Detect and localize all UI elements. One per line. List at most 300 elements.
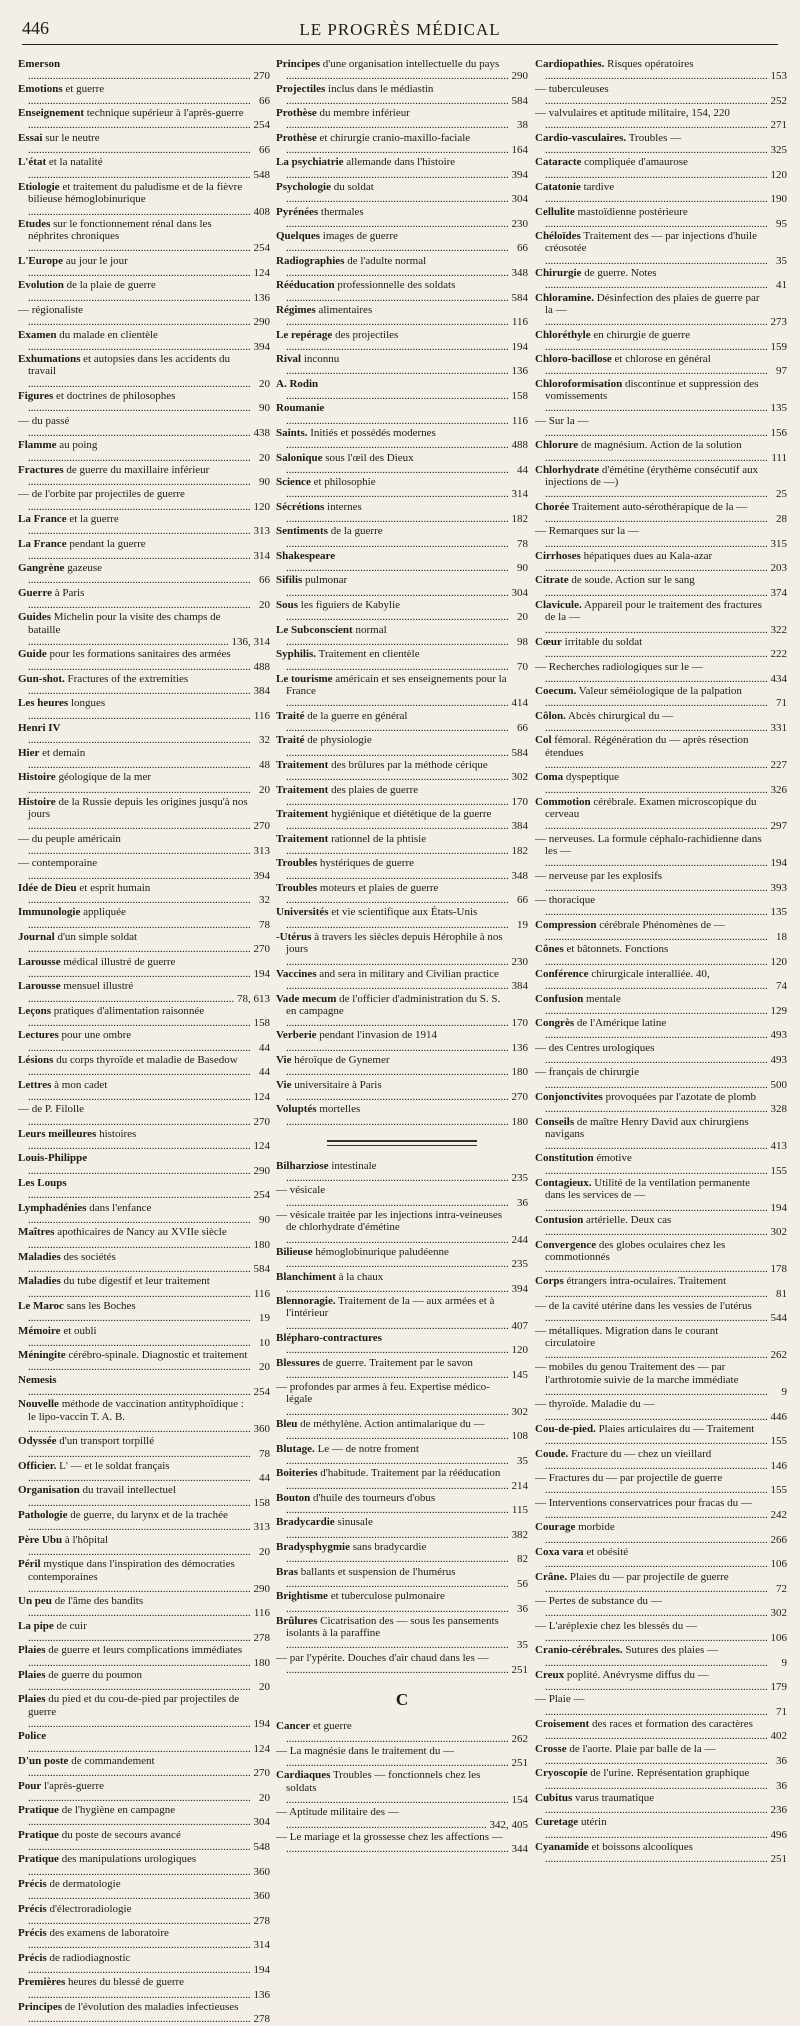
entry-text bbox=[535, 525, 768, 550]
index-entry bbox=[18, 1202, 270, 1227]
entry-text bbox=[535, 1644, 768, 1669]
entry-keyword: Gangrène bbox=[18, 562, 65, 575]
entry-subject: des plaies de guerre bbox=[328, 783, 419, 796]
entry-keyword: La pipe bbox=[18, 1619, 54, 1632]
entry-keyword: Blutage. bbox=[276, 1442, 315, 1455]
entry-page-number: 41 bbox=[776, 279, 787, 292]
index-entry bbox=[276, 255, 528, 280]
index-entry bbox=[535, 353, 787, 378]
entry-keyword: Chorée bbox=[535, 500, 570, 513]
entry-page-number: 408 bbox=[253, 205, 270, 218]
entry-keyword: Larousse bbox=[18, 955, 61, 968]
entry-text bbox=[276, 1054, 509, 1079]
entry-text bbox=[276, 1332, 509, 1357]
entry-keyword: Cônes bbox=[535, 943, 564, 956]
entry-text bbox=[276, 648, 509, 673]
entry-keyword: Etiologie bbox=[18, 180, 60, 193]
entry-keyword: Cou-de-pied. bbox=[535, 1422, 596, 1435]
entry-page-number: 384 bbox=[253, 685, 270, 698]
entry-page-number: 262 bbox=[511, 1732, 528, 1745]
entry-text bbox=[276, 550, 509, 575]
entry-subject: de maître Henry David aux chirurgiens navigans bbox=[545, 1115, 749, 1140]
entry-page-number: 302 bbox=[770, 1226, 787, 1239]
entry-subject: — mobiles du genou Traitement des — par l'arthrotomie suivie de la marche immédiate bbox=[535, 1361, 739, 1386]
entry-keyword: Traité bbox=[276, 734, 305, 747]
index-entry bbox=[276, 906, 528, 931]
entry-page-number: 315 bbox=[770, 537, 787, 550]
entry-text bbox=[18, 1509, 251, 1534]
index-entry bbox=[276, 1246, 528, 1271]
entry-text bbox=[18, 882, 251, 907]
entry-keyword: Guide bbox=[18, 648, 47, 661]
entry-page-number: 120 bbox=[770, 168, 787, 181]
entry-page-number: 266 bbox=[770, 1533, 787, 1546]
entry-text bbox=[535, 1669, 768, 1694]
index-entry bbox=[535, 329, 787, 354]
entry-subject: Traitement en clientèle bbox=[316, 648, 420, 661]
index-entry bbox=[535, 439, 787, 464]
entry-text bbox=[276, 353, 509, 378]
entry-page-number: 203 bbox=[770, 562, 787, 575]
entry-text bbox=[276, 132, 509, 157]
entry-text bbox=[18, 58, 251, 83]
index-entry bbox=[276, 1418, 528, 1443]
index-entry bbox=[276, 501, 528, 526]
index-entry bbox=[535, 943, 787, 968]
entry-subject: cérébro-spinale. Diagnostic et traitement bbox=[65, 1349, 248, 1362]
entry-page-number: 290 bbox=[253, 1582, 270, 1595]
index-entry bbox=[535, 1398, 787, 1423]
entry-page-number: 230 bbox=[511, 217, 528, 230]
entry-keyword: Principes bbox=[18, 2000, 62, 2013]
entry-subject: de la plaie de guerre bbox=[63, 279, 156, 292]
entry-page-number: 106 bbox=[770, 1558, 787, 1571]
entry-page-number: 190 bbox=[770, 193, 787, 206]
index-block-c bbox=[276, 1720, 528, 1855]
index-entry bbox=[18, 1300, 270, 1325]
entry-keyword: Hier bbox=[18, 746, 40, 759]
entry-keyword: Mémoire bbox=[18, 1324, 61, 1337]
entry-keyword: La France bbox=[18, 512, 67, 525]
entry-subject: les figuiers de Kabylie bbox=[298, 599, 401, 612]
entry-subject: de physiologie bbox=[304, 734, 372, 747]
entry-text bbox=[535, 1693, 768, 1718]
entry-page-number: 158 bbox=[253, 1496, 270, 1509]
entry-subject: à mon cadet bbox=[51, 1078, 108, 1091]
entry-text bbox=[18, 1534, 251, 1559]
index-entry bbox=[18, 906, 270, 931]
entry-page-number: 66 bbox=[259, 574, 270, 587]
entry-subject: américain et ses enseignements pour la France bbox=[286, 672, 507, 698]
entry-page-number: 20 bbox=[259, 1791, 270, 1804]
entry-subject: — L'aréplexie chez les blessés du — bbox=[535, 1619, 698, 1632]
entry-page-number: 244 bbox=[511, 1233, 528, 1246]
entry-page-number: 313 bbox=[253, 845, 270, 857]
entry-keyword: Crâne. bbox=[535, 1570, 568, 1583]
entry-keyword: Plaies bbox=[18, 1693, 46, 1706]
entry-text bbox=[276, 1590, 509, 1615]
index-entry bbox=[18, 587, 270, 612]
entry-text bbox=[535, 771, 768, 796]
entry-subject: pulmonar bbox=[302, 574, 348, 587]
index-entry bbox=[535, 574, 787, 599]
entry-keyword: Henri IV bbox=[18, 722, 61, 735]
entry-page-number: 159 bbox=[770, 340, 787, 353]
index-entry bbox=[276, 857, 528, 882]
entry-keyword: Premières bbox=[18, 1976, 66, 1989]
index-entry bbox=[18, 1029, 270, 1054]
entry-subject: du soldat bbox=[331, 180, 374, 193]
index-entry bbox=[276, 1720, 528, 1745]
entry-subject: et boissons alcooliques bbox=[588, 1841, 693, 1854]
entry-page-number: 270 bbox=[253, 70, 270, 83]
entry-page-number: 38 bbox=[517, 119, 528, 132]
entry-text bbox=[276, 230, 509, 255]
index-entry bbox=[535, 1042, 787, 1067]
entry-page-number: 251 bbox=[511, 1757, 528, 1770]
entry-text bbox=[18, 1903, 251, 1928]
entry-text bbox=[276, 304, 509, 329]
index-entry bbox=[18, 1558, 270, 1595]
index-entry bbox=[276, 132, 528, 157]
entry-subject: rationnel de la phtisie bbox=[328, 832, 427, 845]
entry-page-number: 270 bbox=[253, 1767, 270, 1780]
entry-page-number: 278 bbox=[253, 1632, 270, 1644]
index-entry bbox=[18, 390, 270, 415]
entry-page-number: 236 bbox=[770, 1804, 787, 1817]
entry-keyword: Traitement bbox=[276, 783, 329, 796]
entry-page-number: 9 bbox=[781, 1656, 787, 1669]
entry-text bbox=[535, 919, 768, 944]
entry-page-number: 182 bbox=[511, 512, 528, 525]
entry-text bbox=[535, 833, 768, 870]
entry-page-number: 180 bbox=[253, 1238, 270, 1251]
entry-page-number: 304 bbox=[511, 586, 528, 599]
entry-page-number: 360 bbox=[253, 1865, 270, 1878]
entry-text bbox=[535, 1595, 768, 1620]
entry-keyword: Projectiles bbox=[276, 82, 326, 95]
entry-subject: pour une ombre bbox=[58, 1029, 132, 1042]
entry-keyword: Rival bbox=[276, 353, 302, 366]
index-entry bbox=[535, 1841, 787, 1866]
index-entry bbox=[18, 304, 270, 329]
entry-subject: sinusale bbox=[334, 1516, 373, 1529]
index-entry bbox=[276, 833, 528, 858]
index-entry bbox=[276, 931, 528, 968]
index-column-1 bbox=[18, 58, 270, 2026]
index-entry bbox=[276, 1831, 528, 1856]
entry-subject: de méthylène. Action antimalarique du — bbox=[297, 1418, 485, 1431]
entry-text bbox=[535, 1116, 768, 1153]
entry-page-number: 393 bbox=[770, 881, 787, 894]
entry-page-number: 342, 405 bbox=[489, 1818, 528, 1831]
entry-text bbox=[535, 132, 768, 157]
entry-subject: — des Centres urologiques bbox=[535, 1041, 655, 1054]
entry-keyword: Sifilis bbox=[276, 574, 303, 587]
section-letter: C bbox=[395, 1690, 409, 1710]
index-entry bbox=[18, 673, 270, 698]
entry-subject: du malade en clientèle bbox=[56, 328, 158, 341]
entry-text bbox=[535, 1718, 768, 1743]
index-entry bbox=[276, 427, 528, 452]
entry-keyword: Bradycardie bbox=[276, 1516, 335, 1529]
entry-text bbox=[276, 1246, 509, 1271]
entry-page-number: 326 bbox=[770, 783, 787, 796]
index-entry bbox=[18, 255, 270, 280]
index-entry bbox=[276, 734, 528, 759]
index-entry bbox=[18, 1976, 270, 2001]
entry-text bbox=[276, 931, 509, 968]
index-entry bbox=[535, 107, 787, 132]
entry-text bbox=[276, 181, 509, 206]
entry-page-number: 331 bbox=[770, 722, 787, 735]
index-entry bbox=[535, 1497, 787, 1522]
index-entry bbox=[276, 1054, 528, 1079]
entry-text bbox=[276, 1029, 509, 1054]
entry-keyword: Convergence bbox=[535, 1238, 597, 1251]
index-entry bbox=[276, 1443, 528, 1468]
entry-text bbox=[18, 1829, 251, 1854]
entry-page-number: 384 bbox=[511, 980, 528, 993]
entry-text bbox=[276, 784, 509, 809]
entry-text bbox=[276, 906, 509, 931]
index-entry bbox=[535, 599, 787, 636]
entry-text bbox=[18, 1103, 251, 1128]
entry-text bbox=[276, 1516, 509, 1541]
entry-subject: provoquées par l'azotate de plomb bbox=[602, 1090, 757, 1103]
entry-text bbox=[18, 1976, 251, 2001]
entry-page-number: 252 bbox=[770, 94, 787, 107]
entry-text bbox=[276, 1541, 509, 1566]
index-entry bbox=[276, 1541, 528, 1566]
entry-text bbox=[18, 255, 251, 280]
entry-subject: d'un transport torpillé bbox=[56, 1435, 155, 1448]
entry-text bbox=[535, 993, 768, 1018]
entry-subject: internes bbox=[324, 500, 362, 513]
entry-text bbox=[18, 1398, 251, 1435]
entry-text bbox=[18, 956, 251, 981]
entry-subject: tardive bbox=[580, 180, 615, 193]
entry-keyword: Emotions bbox=[18, 82, 63, 95]
index-entry bbox=[276, 710, 528, 735]
entry-subject: Appareil pour le traitement des fractures de la — bbox=[545, 599, 762, 624]
entry-keyword: Cœur bbox=[535, 635, 562, 648]
entry-keyword: Exhumations bbox=[18, 353, 81, 366]
entry-page-number: 35 bbox=[517, 1639, 528, 1652]
index-entry bbox=[535, 1017, 787, 1042]
index-entry bbox=[535, 1816, 787, 1841]
index-entry bbox=[276, 1467, 528, 1492]
entry-page-number: 35 bbox=[517, 1454, 528, 1467]
entry-keyword: La France bbox=[18, 537, 67, 550]
entry-subject: et la guerre bbox=[66, 512, 119, 525]
entry-page-number: 78, 613 bbox=[237, 992, 270, 1005]
entry-subject: au jour le jour bbox=[63, 254, 128, 267]
entry-subject: compliquée d'amaurose bbox=[581, 156, 688, 169]
entry-page-number: 214 bbox=[511, 1479, 528, 1492]
entry-keyword: Bouton bbox=[276, 1491, 311, 1504]
entry-subject: — vésicale bbox=[276, 1184, 326, 1197]
entry-keyword: Curetage bbox=[535, 1816, 579, 1829]
entry-text bbox=[18, 1620, 251, 1645]
index-entry bbox=[18, 1005, 270, 1030]
index-entry bbox=[18, 771, 270, 796]
index-entry bbox=[535, 501, 787, 526]
entry-keyword: Conférence bbox=[535, 967, 589, 980]
entry-subject: de la guerre bbox=[327, 525, 383, 538]
entry-text bbox=[18, 390, 251, 415]
entry-page-number: 180 bbox=[511, 1115, 528, 1128]
entry-page-number: 227 bbox=[770, 758, 787, 771]
entry-text bbox=[276, 833, 509, 858]
entry-text bbox=[276, 206, 509, 231]
entry-text bbox=[276, 624, 509, 649]
entry-page-number: 90 bbox=[259, 476, 270, 489]
index-entry bbox=[535, 894, 787, 919]
section-divider-thin bbox=[327, 1145, 477, 1146]
entry-text bbox=[18, 1644, 251, 1669]
entry-keyword: Troubles bbox=[276, 857, 318, 870]
entry-keyword: Cubitus bbox=[535, 1791, 573, 1804]
entry-page-number: 145 bbox=[511, 1368, 528, 1381]
entry-text bbox=[535, 1177, 768, 1214]
entry-subject: apothicaires de Nancy au XVIIe siècle bbox=[54, 1226, 227, 1239]
entry-text bbox=[18, 1755, 251, 1780]
entry-page-number: 20 bbox=[259, 451, 270, 464]
entry-text bbox=[18, 513, 251, 538]
entry-keyword: -Utérus bbox=[276, 931, 312, 944]
entry-text bbox=[535, 550, 768, 575]
entry-keyword: Larousse bbox=[18, 980, 61, 993]
entry-text bbox=[276, 1745, 509, 1770]
entry-keyword: Psychologie bbox=[276, 180, 331, 193]
entry-keyword: Clavicule. bbox=[535, 599, 582, 612]
entry-subject: mensuel illustré bbox=[60, 980, 134, 993]
entry-keyword: A. Rodin bbox=[276, 377, 319, 390]
index-entry bbox=[276, 1332, 528, 1357]
entry-text bbox=[535, 1546, 768, 1571]
entry-text bbox=[276, 1492, 509, 1517]
entry-text bbox=[18, 439, 251, 464]
entry-subject: — nerveuses. La formule céphalo-rachidienne dans les — bbox=[535, 832, 762, 857]
entry-subject: des manipulations urologiques bbox=[58, 1853, 197, 1866]
entry-subject: et doctrines de philosophes bbox=[53, 390, 176, 403]
entry-keyword: Evolution bbox=[18, 279, 64, 292]
entry-text bbox=[18, 538, 251, 563]
entry-page-number: 116 bbox=[511, 316, 528, 329]
entry-page-number: 170 bbox=[511, 795, 528, 808]
entry-subject: de la Russie depuis les origines jusqu'à nos jours bbox=[28, 795, 248, 821]
entry-subject: de soude. Action sur le sang bbox=[568, 574, 695, 587]
entry-text bbox=[276, 599, 509, 624]
entry-subject: Troubles — bbox=[626, 131, 682, 144]
entry-text bbox=[18, 587, 251, 612]
entry-subject: mystique dans l'inspiration des démocraties contemporaines bbox=[28, 1558, 235, 1583]
entry-keyword: Lettres bbox=[18, 1078, 52, 1091]
entry-text bbox=[18, 1349, 251, 1374]
entry-keyword: Emerson bbox=[18, 58, 61, 70]
entry-keyword: Chlorure bbox=[535, 439, 579, 452]
entry-text bbox=[535, 206, 768, 231]
entry-text bbox=[535, 378, 768, 415]
entry-page-number: 90 bbox=[259, 1213, 270, 1226]
index-entry bbox=[535, 267, 787, 292]
entry-page-number: 270 bbox=[253, 943, 270, 956]
entry-text bbox=[276, 1295, 509, 1332]
entry-keyword: Pyrénées bbox=[276, 205, 319, 218]
index-entry bbox=[535, 83, 787, 108]
entry-page-number: 124 bbox=[253, 267, 270, 280]
entry-keyword: Chloramine. bbox=[535, 291, 594, 304]
index-entry bbox=[18, 1755, 270, 1780]
entry-subject: du membre inférieur bbox=[316, 107, 410, 120]
index-entry bbox=[276, 1745, 528, 1770]
entry-text bbox=[276, 1566, 509, 1591]
entry-page-number: 493 bbox=[770, 1054, 787, 1067]
index-entry bbox=[18, 513, 270, 538]
entry-page-number: 146 bbox=[770, 1459, 787, 1472]
entry-page-number: 136 bbox=[511, 1041, 528, 1054]
entry-page-number: 235 bbox=[511, 1172, 528, 1185]
entry-page-number: 407 bbox=[511, 1319, 528, 1332]
index-entry bbox=[276, 574, 528, 599]
index-entry bbox=[535, 1743, 787, 1768]
entry-text bbox=[276, 1209, 509, 1246]
entry-keyword: Histoire bbox=[18, 771, 56, 784]
entry-text bbox=[276, 1079, 509, 1104]
entry-subject: et chlorose en général bbox=[611, 353, 711, 366]
entry-subject: étrangers intra-oculaires. Traitement bbox=[563, 1275, 727, 1288]
index-entry bbox=[535, 796, 787, 833]
index-entry bbox=[18, 1484, 270, 1509]
entry-subject: — de la cavité utérine dans les vessies de l'utérus bbox=[535, 1299, 752, 1312]
entry-keyword: Sous bbox=[276, 599, 299, 612]
entry-keyword: Péril bbox=[18, 1558, 41, 1571]
index-entry bbox=[18, 1349, 270, 1374]
entry-page-number: 158 bbox=[253, 1017, 270, 1030]
entry-text bbox=[276, 1467, 509, 1492]
entry-page-number: 66 bbox=[259, 94, 270, 107]
entry-subject: fémoral. Régénération du — après résection étendues bbox=[545, 734, 749, 759]
index-entry bbox=[18, 279, 270, 304]
entry-text bbox=[535, 1214, 768, 1239]
entry-keyword: Lésions bbox=[18, 1054, 54, 1067]
entry-text bbox=[18, 488, 251, 513]
entry-keyword: Troubles bbox=[276, 881, 318, 894]
index-entry bbox=[535, 685, 787, 710]
index-entry bbox=[276, 1806, 528, 1831]
entry-page-number: 314 bbox=[253, 549, 270, 562]
entry-subject: varus traumatique bbox=[572, 1791, 655, 1804]
entry-keyword: Maladies bbox=[18, 1275, 61, 1288]
entry-text bbox=[276, 759, 509, 784]
entry-text bbox=[276, 1184, 509, 1209]
entry-text bbox=[276, 1443, 509, 1468]
entry-subject: cérébrale Phénomènes de — bbox=[596, 918, 725, 931]
entry-subject: — de P. Filolle bbox=[18, 1103, 85, 1116]
entry-subject: et chirurgie cranio-maxillo-faciale bbox=[316, 131, 471, 144]
entry-text bbox=[276, 378, 509, 403]
index-entry bbox=[18, 1509, 270, 1534]
entry-subject: des brûlures par la méthode cérique bbox=[328, 758, 488, 771]
entry-page-number: 20 bbox=[259, 1361, 270, 1374]
entry-page-number: 20 bbox=[259, 599, 270, 612]
index-entry bbox=[18, 562, 270, 587]
entry-keyword: Rééducation bbox=[276, 279, 335, 292]
index-entry bbox=[18, 1878, 270, 1903]
entry-subject: — profondes par armes à feu. Expertise médico-légale bbox=[276, 1381, 490, 1406]
entry-page-number: 48 bbox=[259, 758, 270, 771]
